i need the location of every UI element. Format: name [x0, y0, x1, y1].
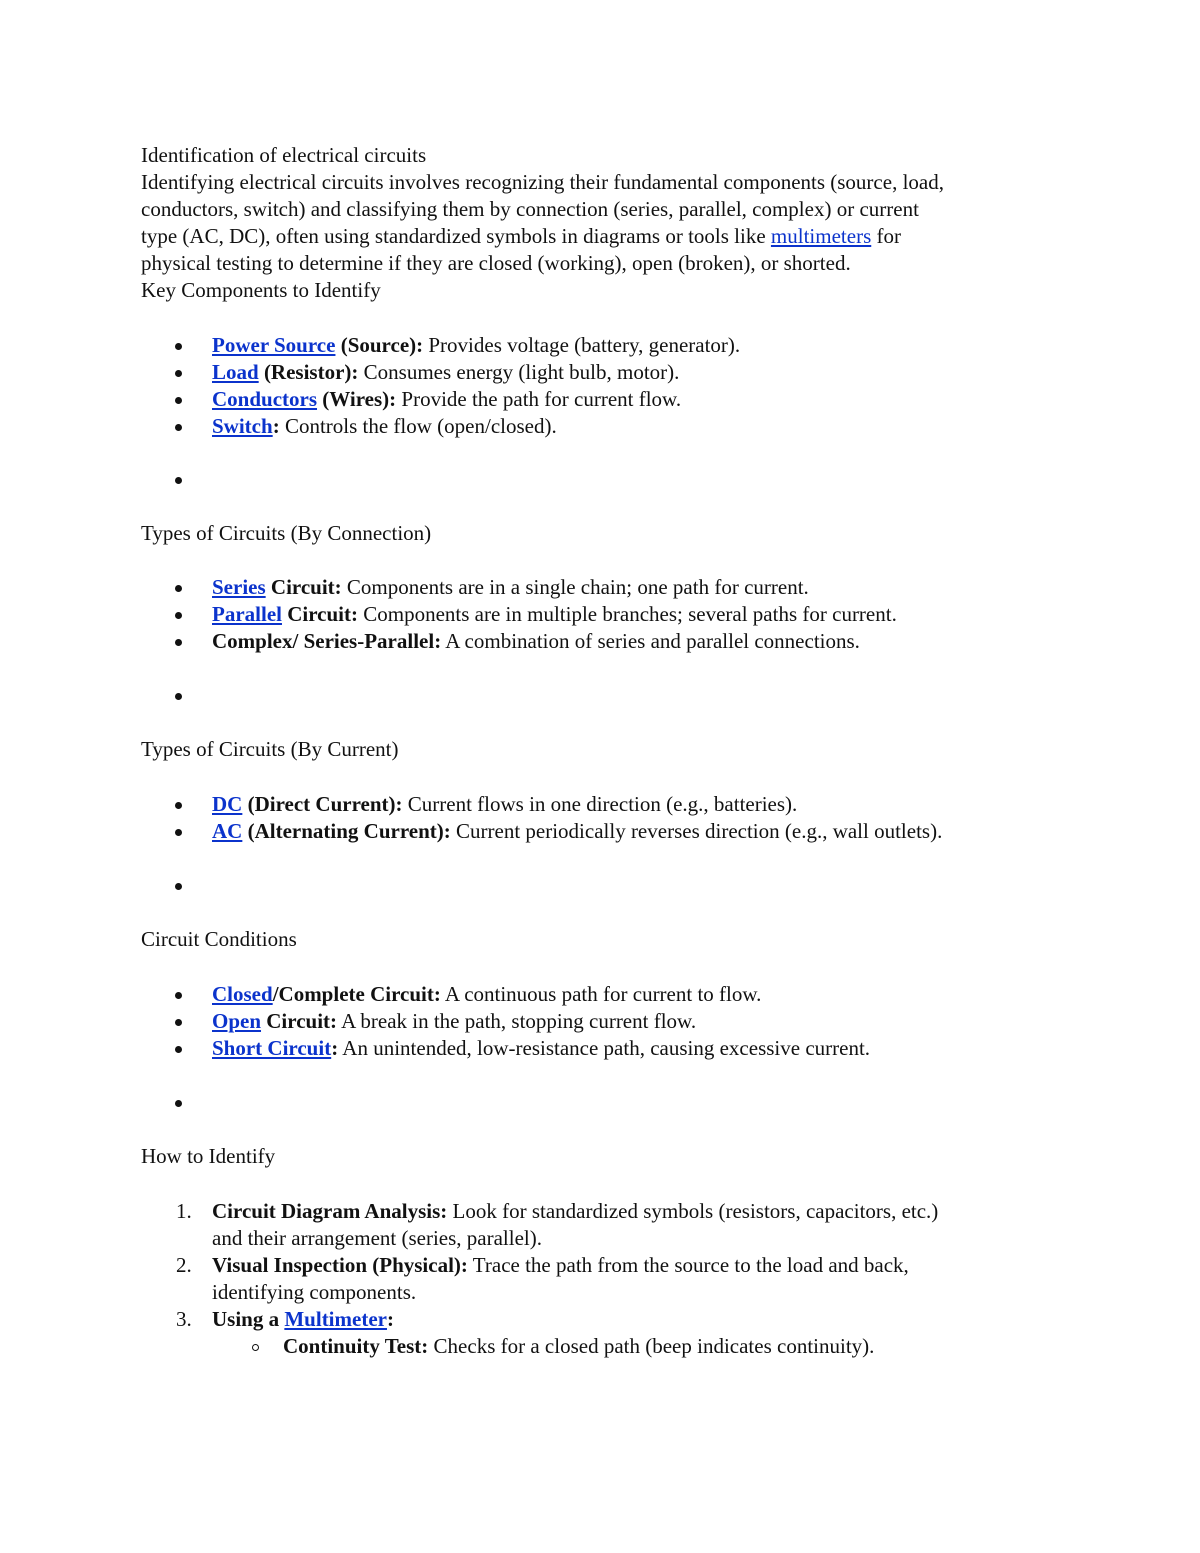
item-number: 1. — [176, 1199, 192, 1223]
bullet-icon — [175, 424, 182, 431]
item-label: (Direct Current): — [242, 792, 403, 816]
empty-list-item — [141, 682, 1061, 709]
empty-list-item — [141, 1089, 1061, 1116]
item-label: (Wires): — [317, 387, 397, 411]
item-label: : — [331, 1036, 339, 1060]
item-text: Provides voltage (battery, generator). — [423, 333, 741, 357]
numbered-item — [141, 1306, 1061, 1333]
ac-link[interactable]: AC — [212, 819, 243, 843]
bullet-icon — [175, 397, 182, 404]
load-link[interactable]: Load — [212, 360, 259, 384]
bullet-icon — [175, 477, 182, 484]
numbered-item — [141, 1252, 1061, 1306]
section-heading-conditions: Circuit Conditions — [141, 927, 297, 951]
closed-link[interactable]: Closed — [212, 982, 273, 1006]
conductors-link[interactable]: Conductors — [212, 387, 318, 411]
bullet-icon — [175, 612, 182, 619]
step-label: Visual Inspection (Physical): — [212, 1253, 468, 1277]
item-text: Components are in multiple branches; several paths for current. — [358, 602, 897, 626]
empty-list-item — [141, 466, 1061, 493]
bullet-icon — [175, 370, 182, 377]
series-link[interactable]: Series — [212, 575, 266, 599]
bullet-icon — [175, 585, 182, 592]
multimeter-link[interactable]: Multimeter — [284, 1307, 387, 1331]
bullet-icon — [175, 343, 182, 350]
item-text: Controls the flow (open/closed). — [279, 414, 557, 438]
components-list — [141, 332, 1061, 440]
bullet-icon — [175, 883, 182, 890]
step-label: : — [386, 1307, 394, 1331]
section-heading-by-current: Types of Circuits (By Current) — [141, 737, 399, 761]
item-label: /Complete Circuit: — [272, 982, 441, 1006]
list-item — [141, 386, 1061, 413]
item-text: An unintended, low-resistance path, causing excessive current. — [338, 1036, 871, 1060]
intro-text: type (AC, DC), often using standardized symbols in diagrams or tools like — [141, 224, 771, 248]
item-text: A combination of series and parallel connections. — [441, 629, 860, 653]
item-label: (Source): — [335, 333, 424, 357]
sub-list-item — [212, 1333, 1061, 1360]
item-text: Current flows in one direction (e.g., batteries). — [402, 792, 798, 816]
multimeters-link[interactable]: multimeters — [770, 224, 872, 248]
document-title: Identification of electrical circuits — [141, 143, 427, 167]
list-item — [141, 601, 1061, 628]
empty-list — [141, 1089, 1061, 1116]
bullet-icon — [175, 1046, 182, 1053]
empty-list — [141, 682, 1061, 709]
document-page — [141, 142, 1061, 1360]
bullet-icon — [175, 802, 182, 809]
sub-item-text: Checks for a closed path (beep indicates continuity). — [428, 1334, 875, 1358]
item-number: 2. — [176, 1253, 192, 1277]
step-text: Trace the path from the source to the load and back, — [467, 1253, 909, 1277]
list-item — [141, 791, 1061, 818]
parallel-link[interactable]: Parallel — [212, 602, 282, 626]
list-item — [141, 981, 1061, 1008]
list-item — [141, 413, 1061, 440]
short-circuit-link[interactable]: Short Circuit — [212, 1036, 332, 1060]
intro-text: for — [871, 224, 901, 248]
list-item — [141, 574, 1061, 601]
item-text: A break in the path, stopping current flow. — [337, 1009, 697, 1033]
item-text: Current periodically reverses direction (e.g., wall outlets). — [450, 819, 943, 843]
list-item — [141, 332, 1061, 359]
switch-link[interactable]: Switch — [212, 414, 273, 438]
circle-bullet-icon — [252, 1344, 259, 1351]
item-label: (Resistor): — [258, 360, 359, 384]
list-item — [141, 1008, 1061, 1035]
bullet-icon — [175, 639, 182, 646]
empty-list-item — [141, 872, 1061, 899]
connection-list — [141, 574, 1061, 655]
intro-line — [141, 223, 1061, 250]
step-text: identifying components. — [212, 1280, 417, 1304]
bullet-icon — [175, 1019, 182, 1026]
item-text: Components are in a single chain; one path for current. — [341, 575, 809, 599]
dc-link[interactable]: DC — [212, 792, 243, 816]
item-text: Consumes energy (light bulb, motor). — [358, 360, 680, 384]
bullet-icon — [175, 1100, 182, 1107]
item-text: A continuous path for current to flow. — [440, 982, 762, 1006]
conditions-list — [141, 981, 1061, 1062]
item-number: 3. — [176, 1307, 192, 1331]
item-label: Circuit: — [265, 575, 342, 599]
current-list — [141, 791, 1061, 845]
empty-list — [141, 466, 1061, 493]
step-label: Circuit Diagram Analysis: — [212, 1199, 448, 1223]
list-item — [141, 359, 1061, 386]
power-source-link[interactable]: Power Source — [212, 333, 336, 357]
item-label: Circuit: — [261, 1009, 338, 1033]
item-label: Complex/ Series-Parallel: — [212, 629, 442, 653]
intro-line: Identifying electrical circuits involves recognizing their fundamental components (source, load, — [141, 170, 944, 194]
section-heading-by-connection: Types of Circuits (By Connection) — [141, 521, 432, 545]
list-item — [141, 628, 1061, 655]
empty-list — [141, 872, 1061, 899]
step-label: Using a — [212, 1307, 285, 1331]
how-to-list — [141, 1198, 1061, 1333]
numbered-item — [141, 1198, 1061, 1252]
open-link[interactable]: Open — [212, 1009, 262, 1033]
intro-paragraph — [141, 169, 1061, 277]
step-text: Look for standardized symbols (resistors, capacitors, etc.) — [447, 1199, 939, 1223]
intro-line: conductors, switch) and classifying them by connection (series, parallel, complex) or current — [141, 197, 919, 221]
item-text: Provide the path for current flow. — [396, 387, 682, 411]
item-label: Circuit: — [281, 602, 358, 626]
bullet-icon — [175, 693, 182, 700]
sub-list — [141, 1333, 1061, 1360]
intro-line: physical testing to determine if they are closed (working), open (broken), or shorted. — [141, 251, 851, 275]
section-heading-how-to: How to Identify — [141, 1144, 276, 1168]
item-label: : — [272, 414, 280, 438]
step-text: and their arrangement (series, parallel). — [212, 1226, 543, 1250]
list-item — [141, 818, 1061, 845]
section-heading-components: Key Components to Identify — [141, 278, 381, 302]
bullet-icon — [175, 829, 182, 836]
sub-item-label: Continuity Test: — [283, 1334, 429, 1358]
list-item — [141, 1035, 1061, 1062]
bullet-icon — [175, 992, 182, 999]
item-label: (Alternating Current): — [242, 819, 451, 843]
